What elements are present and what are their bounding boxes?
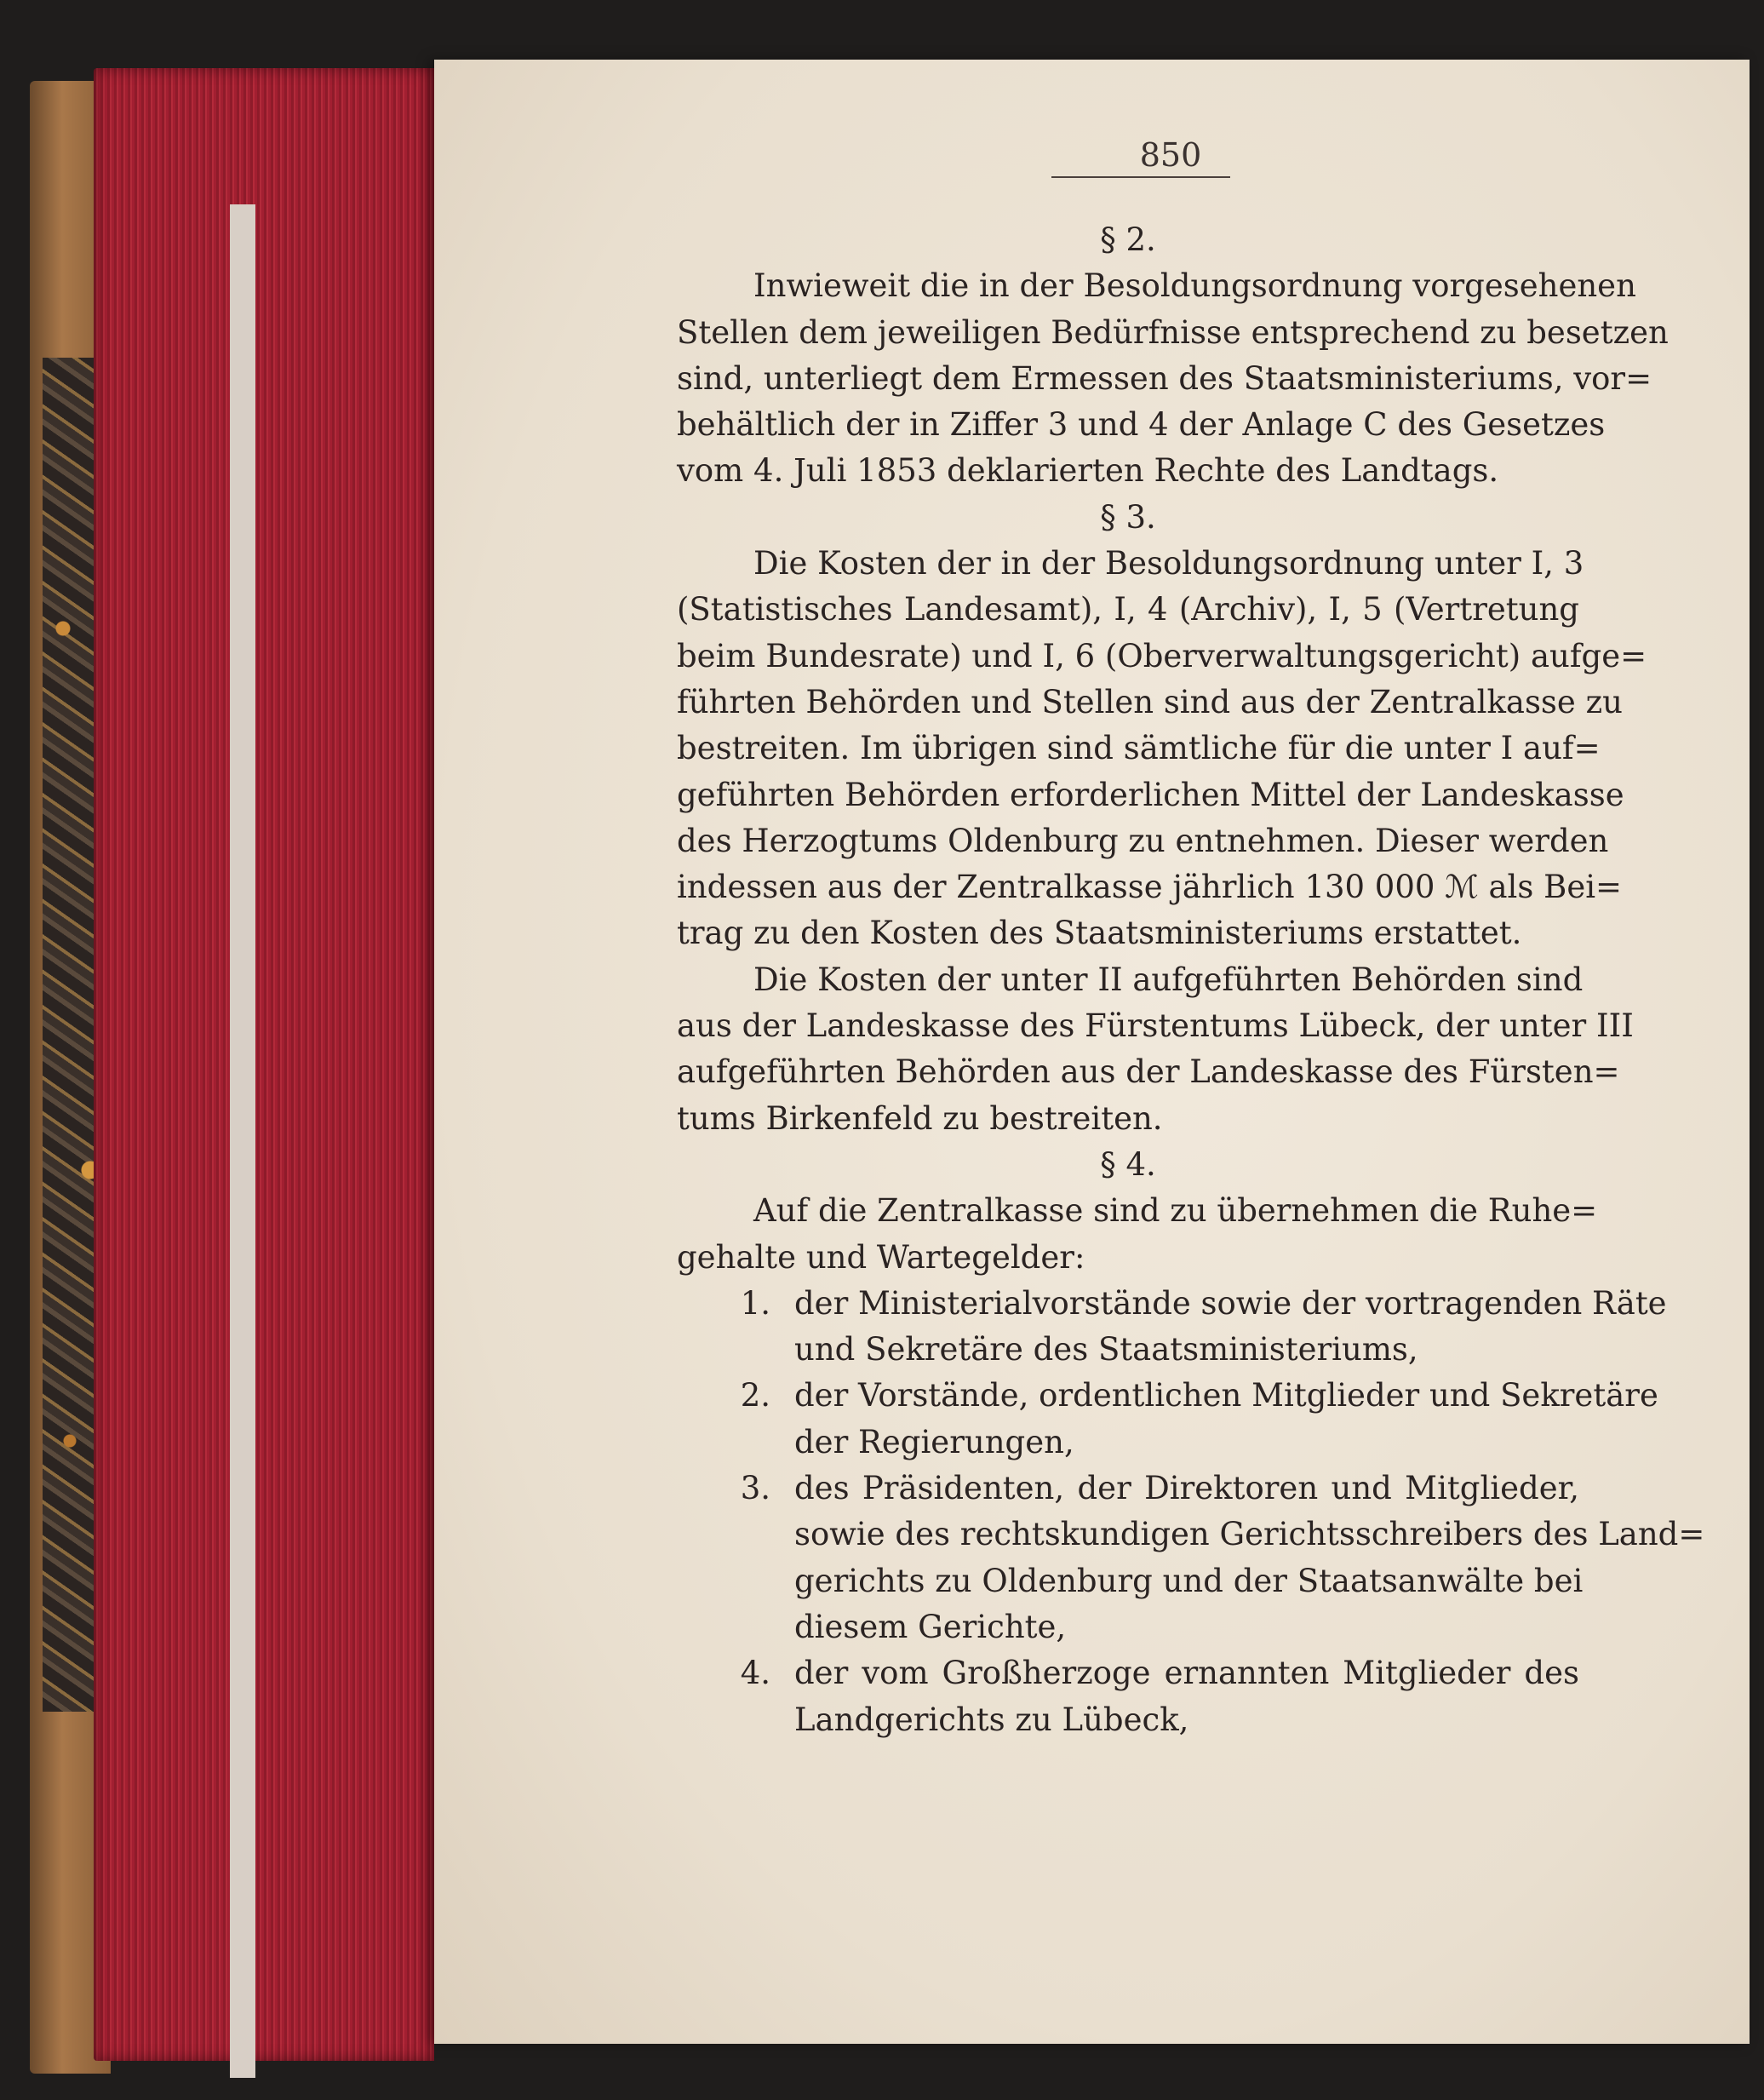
text-line: indessen aus der Zentralkasse jährlich 130 000 ℳ als Bei= bbox=[677, 869, 1623, 906]
text-line: Auf die Zentralkasse sind zu übernehmen die Ruhe= bbox=[753, 1192, 1598, 1230]
list-item bbox=[677, 1650, 1579, 1696]
list-number: 3. bbox=[740, 1470, 770, 1507]
text-line: tums Birkenfeld zu bestreiten. bbox=[677, 1099, 1163, 1137]
page-number: 850 bbox=[1139, 136, 1202, 174]
list-text: Landgerichts zu Lübeck, bbox=[794, 1701, 1189, 1738]
section-heading: § 3. bbox=[1100, 498, 1156, 536]
text-line: geführten Behörden erforderlichen Mittel der Landeskasse bbox=[677, 776, 1624, 813]
text-line: vom 4. Juli 1853 deklarierten Rechte des Landtags. bbox=[677, 452, 1499, 490]
list-text: der vom Großherzoge ernannten Mitglieder des bbox=[794, 1655, 1579, 1692]
text-line: (Statistisches Landesamt), I, 4 (Archiv), I, 5 (Vertretung bbox=[677, 591, 1579, 628]
text-line: behältlich der in Ziffer 3 und 4 der Anlage C des Gesetzes bbox=[677, 406, 1606, 444]
list-number: 1. bbox=[740, 1284, 770, 1322]
list-text: diesem Gerichte, bbox=[794, 1608, 1067, 1645]
section-heading: § 2. bbox=[1100, 221, 1156, 258]
text-line: beim Bundesrate) und I, 6 (Oberverwaltungsgericht) aufge= bbox=[677, 637, 1647, 674]
text-line: Stellen dem jeweiligen Bedürfnisse entsprechend zu besetzen bbox=[677, 313, 1669, 351]
page-text bbox=[677, 217, 1705, 1743]
list-number: 4. bbox=[740, 1655, 770, 1692]
list-item bbox=[677, 1373, 1658, 1419]
text-line: des Herzogtums Oldenburg zu entnehmen. Dieser werden bbox=[677, 822, 1609, 859]
list-text: des Präsidenten, der Direktoren und Mitglieder, bbox=[794, 1470, 1579, 1507]
list-number: 2. bbox=[740, 1377, 770, 1414]
text-line: Inwieweit die in der Besoldungsordnung vorgesehenen bbox=[753, 267, 1636, 305]
text-line: aus der Landeskasse des Fürstentums Lübeck, der unter III bbox=[677, 1007, 1634, 1045]
text-line: führten Behörden und Stellen sind aus der Zentralkasse zu bbox=[677, 683, 1623, 720]
list-text: der Regierungen, bbox=[794, 1423, 1074, 1460]
list-text: gerichts zu Oldenburg und der Staatsanwälte bei bbox=[794, 1562, 1584, 1599]
list-text: der Ministerialvorstände sowie der vortragenden Räte bbox=[794, 1284, 1667, 1322]
text-line: bestreiten. Im übrigen sind sämtliche für die unter I auf= bbox=[677, 730, 1601, 767]
section-heading: § 4. bbox=[1100, 1145, 1156, 1183]
page-edges bbox=[94, 68, 434, 2061]
text-line: sind, unterliegt dem Ermessen des Staatsministeriums, vor= bbox=[677, 359, 1652, 397]
list-text: und Sekretäre des Staatsministeriums, bbox=[794, 1331, 1418, 1368]
list-item bbox=[677, 1466, 1579, 1512]
text-line: gehalte und Wartegelder: bbox=[677, 1238, 1085, 1276]
list-text: der Vorstände, ordentlichen Mitglieder und Sekretäre bbox=[794, 1377, 1658, 1414]
page-edge-gap bbox=[230, 204, 255, 2078]
text-line: aufgeführten Behörden aus der Landeskasse des Fürsten= bbox=[677, 1053, 1620, 1091]
text-line: Die Kosten der unter II aufgeführten Behörden sind bbox=[753, 961, 1584, 998]
text-line: trag zu den Kosten des Staatsministeriums erstattet. bbox=[677, 915, 1522, 952]
list-text: sowie des rechtskundigen Gerichtsschreibers des Land= bbox=[794, 1516, 1705, 1553]
header-rule bbox=[1051, 176, 1230, 178]
list-item bbox=[677, 1281, 1667, 1327]
text-line: Die Kosten der in der Besoldungsordnung unter I, 3 bbox=[753, 545, 1584, 582]
